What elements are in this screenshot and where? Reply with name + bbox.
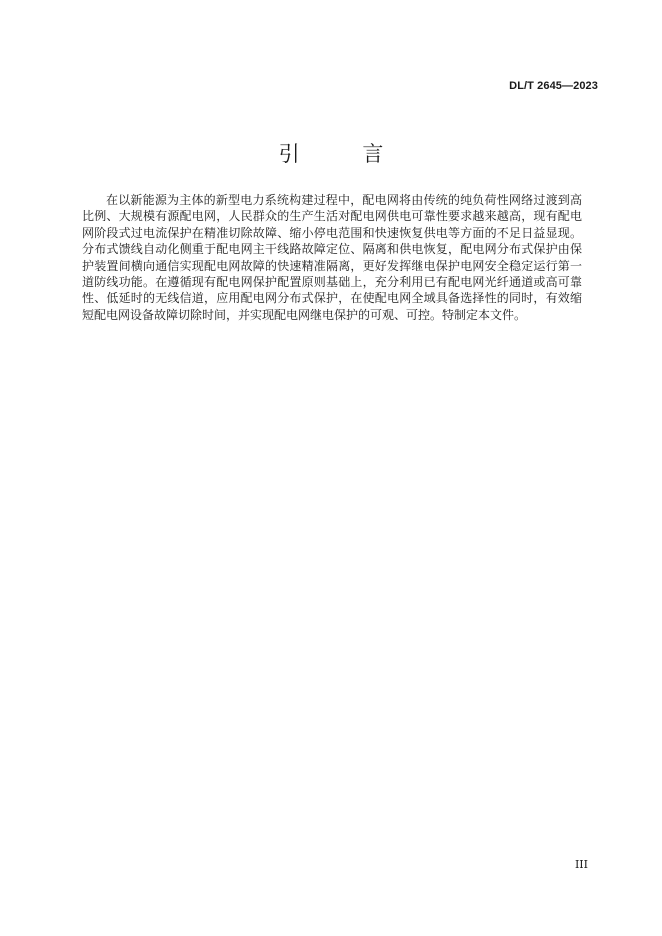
standard-number: DL/T 2645—2023 <box>509 80 598 92</box>
page-number: III <box>574 858 588 871</box>
section-title: 引 言 <box>278 142 412 166</box>
introduction-paragraph: 在以新能源为主体的新型电力系统构建过程中，配电网将由传统的纯负荷性网络过渡到高比例、大规模有源配电网，人民群众的生产生活对配电网供电可靠性要求越来越高，现有配电网阶段式过电流保护在精准切除故障、缩小停电范围和快速恢复供电等方面的不足日益显现。分布式馈线自动化侧重于配电网主干线路故障定位、隔离和供电恢复，配电网分布式保护由保护装置间横向通信实现配电网故障的快速精准隔离，更好发挥继电保护电网安全稳定运行第一道防线功能。在遵循现有配电网保护配置原则基础上，充分利用已有配电网光纤通道或高可靠性、低延时的无线信道，应用配电网分布式保护，在使配电网全域具备选择性的同时，有效缩短配电网设备故障切除时间，并实现配电网继电保护的可观、可控。特制定本文件。 <box>82 193 582 322</box>
